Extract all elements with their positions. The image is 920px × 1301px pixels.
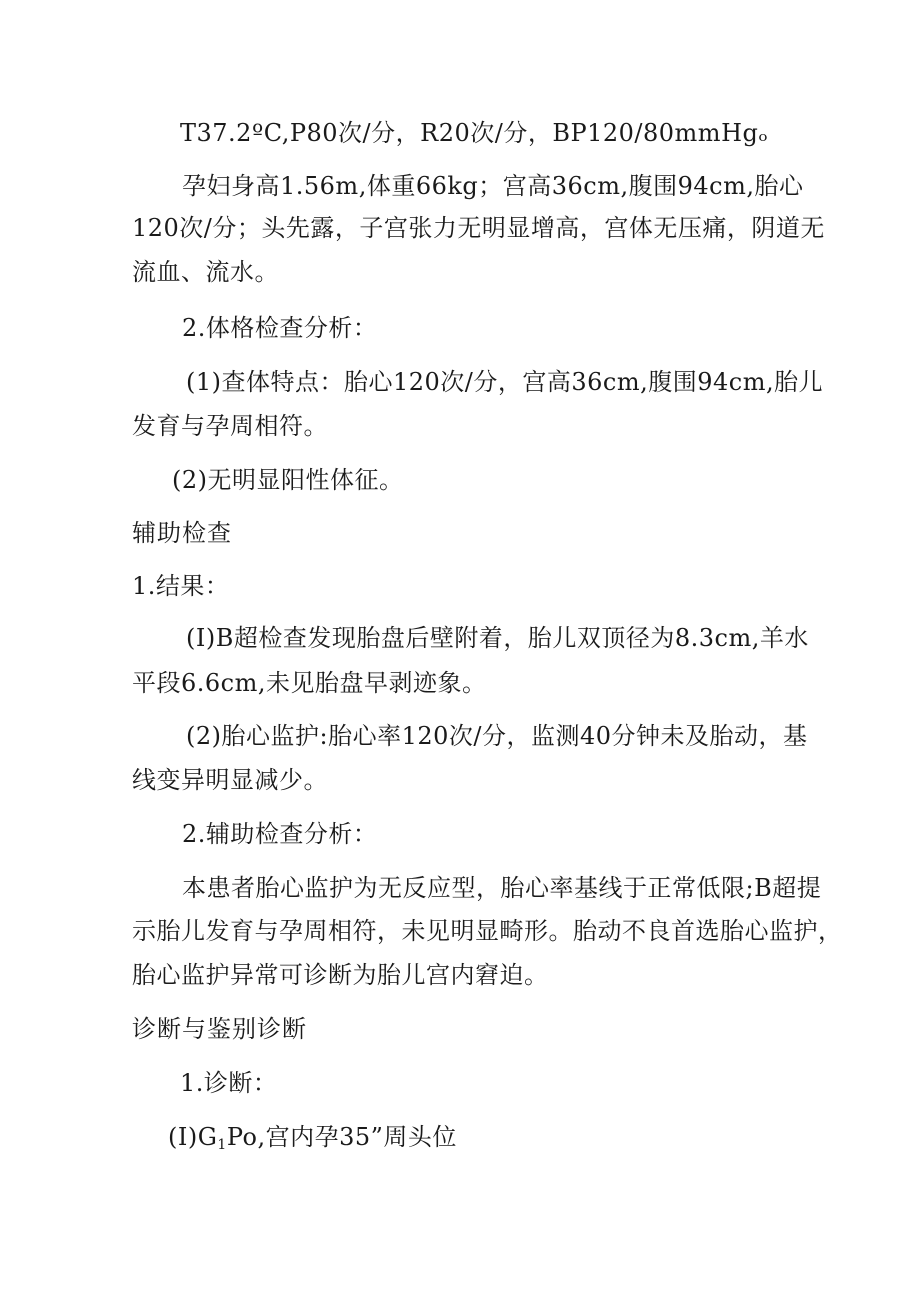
aux-analysis-line-2: 示胎儿发育与孕周相符，未见明显畸形。胎动不良首选胎心监护， [132, 917, 843, 945]
aux-analysis-line-1: 本患者胎心监护为无反应型，胎心率基线于正常低限;B超提 [182, 874, 822, 902]
pe-point-1-line-1: (1)查体特点：胎心120次/分，宫高36cm,腹围94cm,胎儿 [186, 368, 824, 396]
pe-analysis-title: 2.体格检查分析： [182, 314, 378, 342]
aux-result-1-line-2: 平段6.6cm,未见胎盘早剥迹象。 [132, 669, 487, 697]
exam-line-1: 孕妇身高1.56m,体重66kg；宫高36cm,腹围94cm,胎心 [182, 172, 804, 200]
vitals-line: T37.2ºC,P80次/分，R20次/分，BP120/80mmHgₒ [180, 119, 769, 147]
exam-line-2: 120次/分；头先露，子宫张力无明显增高，宫体无压痛，阴道无 [132, 214, 825, 242]
aux-results-title: 1.结果： [132, 572, 230, 600]
diagnosis-item-1-subscript: 1 [217, 1137, 227, 1153]
aux-result-2-line-1: (2)胎心监护:胎心率120次/分，监测40分钟未及胎动，基 [186, 722, 808, 750]
aux-exam-heading: 辅助检查 [132, 519, 232, 547]
aux-result-2-line-2: 线变异明显减少。 [132, 766, 328, 794]
pe-point-1-line-2: 发育与孕周相符。 [132, 412, 328, 440]
diagnosis-title: 1.诊断： [180, 1069, 278, 1097]
diagnosis-item-1 [168, 1121, 457, 1161]
aux-result-1-line-1: (I)B超检查发现胎盘后壁附着，胎儿双顶径为8.3cm,羊水 [186, 624, 809, 652]
diagnosis-item-1-rest: Po,宫内孕35”周头位 [226, 1123, 457, 1151]
aux-analysis-line-3: 胎心监护异常可诊断为胎儿宫内窘迫。 [132, 961, 549, 989]
aux-analysis-title: 2.辅助检查分析： [182, 820, 378, 848]
exam-line-3: 流血、流水。 [132, 258, 279, 286]
diagnosis-heading: 诊断与鉴别诊断 [132, 1015, 307, 1043]
diagnosis-item-1-prefix: (I)G [168, 1123, 218, 1151]
pe-point-2: (2)无明显阳性体征。 [172, 466, 404, 494]
